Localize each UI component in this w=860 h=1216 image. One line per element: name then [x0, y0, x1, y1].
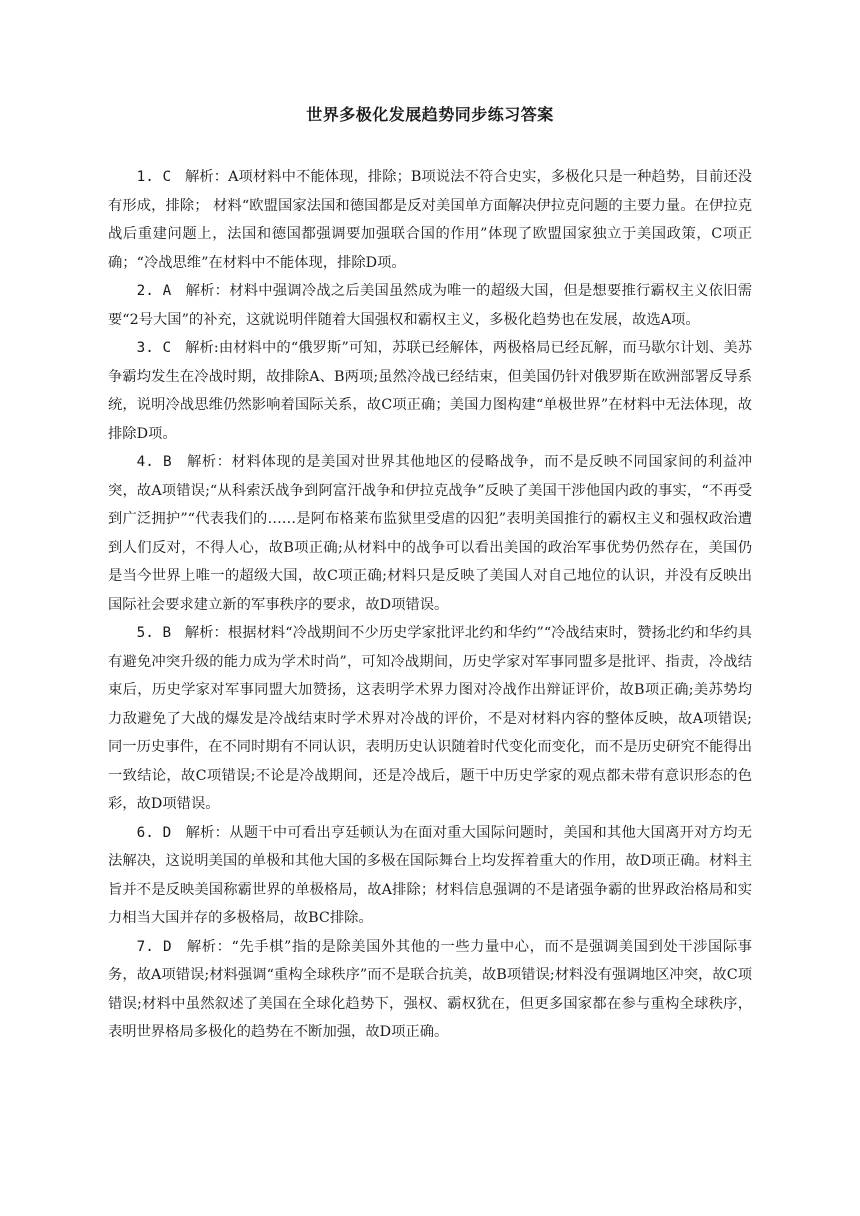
answer-item [108, 619, 752, 819]
answer-text: 解析：从题干中可看出亨廷顿认为在面对重大国际问题时，美国和其他大国离开对方均无法解决，这说明美国的单极和其他大国的多极在国际舞台上均发挥着重大的作用，故D项正确。材料主旨并不是反映美国称霸世界的单极格局，故A排除；材料信息强调的不是诸强争霸的世界政治格局和实力相当大国并存的多极格局，故BC排除。 [108, 824, 753, 926]
answer-item [108, 277, 752, 334]
answer-number: 7. D [136, 938, 172, 955]
answer-number: 4. B [136, 454, 172, 470]
answer-number: 1. C [136, 169, 172, 185]
answer-text: 解析：“先手棋”指的是除美国外其他的一些力量中心，而不是强调美国到处干涉国际事务，故A项错误;材料强调“重构全球秩序”而不是联合抗美，故B项错误;材料没有强调地区冲突，故C项错误;材料中虽然叙述了美国在全球化趋势下，强权、霸权犹在，但更多国家都在参与重构全球秩序，表明世界格局多极化的趋势在不断加强，故D项正确。 [108, 938, 752, 1040]
answer-text: 解析：材料体现的是美国对世界其他地区的侵略战争，而不是反映不同国家间的利益冲突，故A项错误;“从科索沃战争到阿富汗战争和伊拉克战争”反映了美国干涉他国内政的事实，“不再受到广泛拥护”“代表我们的……是阿布格莱布监狱里受虐的囚犯”表明美国推行的霸权主义和强权政治遭到人们反对，不得人心，故B项正确;从材料中的战争可以看出美国的政治军事优势仍然存在，美国仍是当今世界上唯一的超级大国，故C项正确;材料只是反映了美国人对自己地位的认识，并没有反映出国际社会要求建立新的军事秩序的要求，故D项错误。 [108, 454, 753, 613]
answer-item [108, 448, 752, 619]
answer-item [108, 163, 752, 277]
answer-text: 解析：A项材料中不能体现，排除；B项说法不符合史实，多极化只是一种趋势，目前还没有形成，排除； 材料“欧盟国家法国和德国都是反对美国单方面解决伊拉克问题的主要力量。在伊拉克战后重建问题上，法国和德国都强调要加强联合国的作用”体现了欧盟国家独立于美国政策，C项正确；“冷战思维”在材料中不能体现，排除D项。 [108, 169, 753, 271]
answer-item [108, 334, 752, 448]
answer-list [108, 163, 752, 1047]
document-page [108, 0, 752, 1047]
answer-text: 解析：根据材料“冷战期间不少历史学家批评北约和华约”“冷战结束时，赞扬北约和华约具有避免冲突升级的能力成为学术时尚”，可知冷战期间，历史学家对军事同盟多是批评、指责，冷战结束后，历史学家对军事同盟大加赞扬，这表明学术界力图对冷战作出辩证评价，故B项正确;美苏势均力敌避免了大战的爆发是冷战结束时学术界对冷战的评价，不是对材料内容的整体反映，故A项错误;同一历史事件，在不同时期有不同认识，表明历史认识随着时代变化而变化，而不是历史研究不能得出一致结论，故C项错误;不论是冷战期间，还是冷战后，题干中历史学家的观点都未带有意识形态的色彩，故D项错误。 [108, 625, 752, 812]
answer-number: 5. B [136, 625, 172, 641]
document-title: 世界多极化发展趋势同步练习答案 [306, 105, 554, 124]
answer-text: 解析:由材料中的“俄罗斯”可知，苏联已经解体，两极格局已经瓦解，而马歇尔计划、美苏争霸均发生在冷战时期，故排除A、B两项;虽然冷战已经结束，但美国仍针对俄罗斯在欧洲部署反导系统，说明冷战思维仍然影响着国际关系，故C项正确；美国力图构建“单极世界”在材料中无法体现，故排除D项。 [108, 340, 752, 442]
answer-number: 2. A [136, 283, 172, 299]
answer-item [108, 933, 752, 1047]
answer-text: 解析：材料中强调冷战之后美国虽然成为唯一的超级大国，但是想要推行霸权主义依旧需要“2号大国”的补充，这就说明伴随着大国强权和霸权主义，多极化趋势也在发展，故选A项。 [108, 283, 753, 328]
answer-number: 6. D [136, 824, 172, 841]
answer-item [108, 819, 752, 933]
answer-number: 3. C [136, 340, 172, 356]
